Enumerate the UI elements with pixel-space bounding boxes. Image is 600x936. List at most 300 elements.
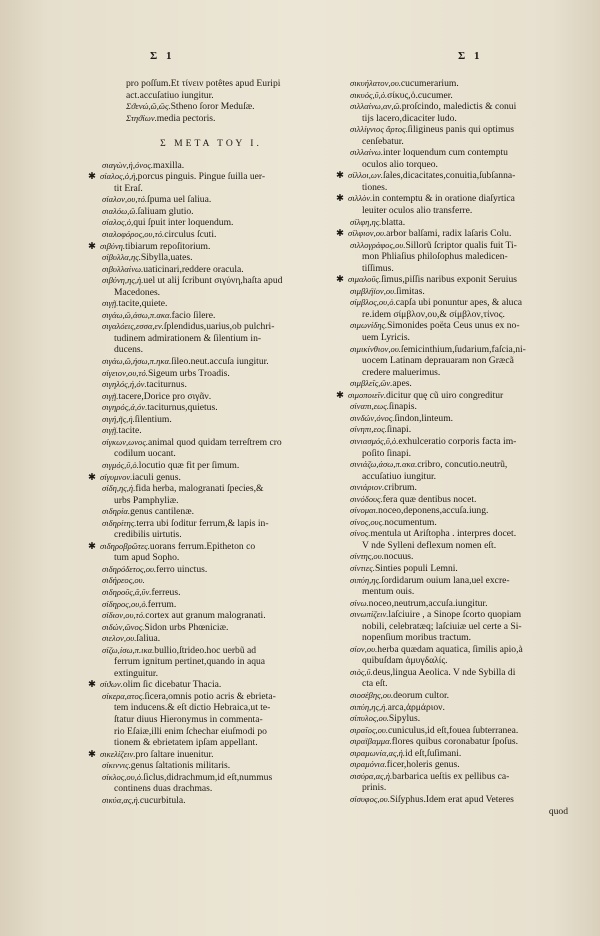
entry-line <box>102 425 320 437</box>
greek-headword: σιπύη,ης,ἡ. <box>350 701 388 712</box>
entry-line <box>102 160 320 172</box>
latin-gloss: arbor balſami, radix laſaris Colu. <box>386 228 512 240</box>
latin-gloss: ficer,holeris genus. <box>386 759 460 771</box>
greek-headword: σίκλος,ου,ὁ. <box>102 771 144 782</box>
entry-line <box>102 379 320 391</box>
entry-line <box>102 645 320 657</box>
greek-headword: σιγμός,ῦ,ὁ. <box>102 459 139 470</box>
entry-line <box>336 389 568 402</box>
greek-headword: σισύρα,ας,ἡ. <box>350 770 393 781</box>
greek-headword: σιραϊβαμμα. <box>350 736 392 747</box>
entry-line <box>350 182 568 194</box>
entry-line <box>350 540 568 552</box>
latin-gloss: nopenſium moribus tractum. <box>362 632 471 644</box>
latin-gloss: genus ſaltationis militaris. <box>130 760 231 772</box>
entry-line <box>102 575 320 587</box>
greek-headword: σιβύνη. <box>100 240 126 251</box>
entry-line <box>350 413 568 425</box>
latin-gloss: noceo,neutrum,accuſa.iungitur. <box>368 597 488 609</box>
entry-line <box>350 517 568 529</box>
greek-headword: σίνος. <box>350 528 371 539</box>
entry-line <box>350 320 568 332</box>
latin-gloss: facio ſilere. <box>171 309 216 321</box>
greek-headword: σιραῖος,ου. <box>350 724 388 735</box>
latin-gloss: pro ſaltare inuenitur. <box>135 748 214 760</box>
greek-headword: σινδών,όνος. <box>350 412 395 423</box>
entry-line <box>102 656 320 668</box>
entry-line <box>350 621 568 633</box>
latin-gloss: pro poſſum.Et τίνειν potêtes apud Euripi <box>126 78 281 89</box>
latin-gloss: prinis. <box>362 782 387 794</box>
entry-line <box>350 563 568 575</box>
entry-line <box>102 772 320 784</box>
entry-line <box>350 678 568 690</box>
entry-line <box>350 667 568 679</box>
greek-headword: σίναπι,εως. <box>350 401 389 412</box>
latin-gloss: porcus pinguis. Pingue ſuilla uer- <box>137 171 266 183</box>
latin-gloss: cucumerarium. <box>400 78 459 89</box>
entry-line <box>350 286 568 298</box>
entry-line <box>350 771 568 783</box>
latin-gloss: qui ſpuit inter loquendum. <box>133 217 234 229</box>
latin-gloss: tibiarum repoſitorium. <box>125 240 211 252</box>
latin-gloss: cenſebatur. <box>362 135 404 147</box>
entry-line <box>350 159 568 171</box>
latin-gloss: fera quæ dentibus nocet. <box>382 493 477 505</box>
latin-gloss: mentula ut Ariſtopha . interpres docet. <box>370 528 517 540</box>
latin-gloss: Sigeum urbs Troadis. <box>147 367 230 379</box>
entry-line <box>102 564 320 576</box>
entry-line <box>102 760 320 772</box>
greek-headword: σίνηπι,εος. <box>350 424 387 435</box>
entry-line <box>102 90 320 102</box>
greek-headword: σίδηρος,ου,ὁ. <box>102 598 148 609</box>
entry-line <box>350 90 568 102</box>
latin-gloss: fida herba, malogranati ſpecies,& <box>135 483 264 495</box>
greek-headword: σίϑων. <box>100 679 123 690</box>
greek-headword: σινόδους. <box>350 493 383 504</box>
latin-gloss: terra ubi ſoditur ferrum,& lapis in- <box>136 517 269 529</box>
entry-line <box>336 193 568 205</box>
asterisk-marker: ✱ <box>336 228 345 240</box>
entry-line <box>350 632 568 644</box>
entry-line <box>350 759 568 771</box>
entry-line <box>350 598 568 610</box>
entry-line <box>102 391 320 403</box>
entry-line <box>102 113 320 125</box>
entry-line <box>88 540 320 553</box>
entry-line <box>102 229 320 241</box>
latin-gloss: cortex aut granum malogranati. <box>145 610 266 622</box>
latin-gloss: uaticinari,reddere oracula. <box>143 263 244 275</box>
entry-line <box>102 252 320 264</box>
greek-headword: σινιάριον. <box>350 482 385 493</box>
entry-line <box>88 171 320 183</box>
latin-gloss: oculos alio torqueo. <box>362 158 438 170</box>
greek-headword: Στηϑίων. <box>126 112 157 123</box>
latin-gloss: Sillorũ ſcriptor qualis fuit Ti- <box>405 239 517 251</box>
asterisk-marker: ✱ <box>336 274 345 286</box>
entry-line <box>350 794 568 806</box>
greek-headword: σιλλαίνω,αν,ῶ. <box>350 101 402 112</box>
latin-gloss: σίκυς,ὁ.cucumer. <box>387 89 453 101</box>
latin-gloss: extinguitur. <box>114 667 158 679</box>
greek-headword: σιγηλός,ή,όν. <box>102 379 147 390</box>
greek-headword: σίκιννις. <box>102 760 131 771</box>
section-heading <box>102 124 320 160</box>
greek-headword: σιλλαίνω. <box>350 147 383 158</box>
latin-gloss: tacere,Dorice pro σιγᾶν. <box>118 390 212 402</box>
entry-line <box>350 113 568 125</box>
greek-headword: σιλλίγνιος ἄρτος. <box>350 124 408 135</box>
entry-line <box>350 505 568 517</box>
entry-line <box>102 783 320 795</box>
entry-line <box>350 205 568 217</box>
latin-gloss: ſilentium. <box>134 413 172 425</box>
entry-line <box>350 436 568 448</box>
left-column <box>88 78 320 806</box>
greek-headword: σιγῇ. <box>102 298 119 309</box>
entry-line <box>350 124 568 136</box>
asterisk-marker: ✱ <box>88 540 97 552</box>
greek-headword: σίδη,ης,ἡ. <box>102 483 136 494</box>
latin-gloss: herba quædam aquatica, ſimilis apio,à <box>377 643 523 655</box>
latin-gloss: nocuus. <box>383 551 414 563</box>
latin-gloss: ſplendidus,uarius,ob pulchri- <box>163 321 275 333</box>
entry-line <box>350 748 568 760</box>
latin-gloss: ſimitas. <box>396 285 425 297</box>
latin-gloss: uem Lyricis. <box>362 332 410 344</box>
greek-headword: σιαγὼν,ἡ,όνος. <box>102 159 154 170</box>
latin-gloss: exhulceratio corporis facta im- <box>398 435 517 447</box>
entry-line <box>350 586 568 598</box>
greek-headword: σίμβλος,ου,ὁ. <box>350 297 396 308</box>
latin-gloss: capſa ubi ponuntur apes, & aluca <box>395 297 522 309</box>
entry-line <box>102 264 320 276</box>
entry-line <box>102 587 320 599</box>
latin-gloss: nocumentum. <box>384 516 437 528</box>
greek-headword: σιδηρία. <box>102 506 131 517</box>
latin-gloss: Simonides poëta Ceus unus ex no- <box>387 320 520 332</box>
entry-line <box>350 251 568 263</box>
greek-headword: σίνος,ους. <box>350 516 385 527</box>
entry-line <box>102 633 320 645</box>
entry-line <box>102 610 320 622</box>
entry-line <box>102 726 320 738</box>
latin-gloss: circulus ſcuti. <box>164 229 217 241</box>
latin-gloss: Siſyphus.Idem erat apud Veteres <box>389 793 514 805</box>
greek-headword: σίλλοι,ων. <box>348 170 383 181</box>
latin-gloss: accuſatiuo iungitur. <box>362 470 437 482</box>
entry-line <box>350 575 568 587</box>
latin-gloss: in contemptu & in oratione diaſyrtica <box>372 193 515 205</box>
greek-headword: σιλλὸν. <box>348 193 373 204</box>
entry-line <box>102 668 320 680</box>
latin-gloss: Macedones. <box>114 286 161 298</box>
latin-gloss: deus,lingua Aeolica. V nde Sybilla di <box>372 666 516 678</box>
entry-line <box>102 402 320 414</box>
latin-gloss: ferrum. <box>147 598 177 610</box>
greek-headword: σιοσέβης,ου. <box>350 689 394 700</box>
latin-gloss: codilum uocant. <box>114 448 176 460</box>
greek-headword: σικυός,ῦ,ὁ. <box>350 89 388 100</box>
latin-gloss: Sipylus. <box>388 713 421 725</box>
greek-headword: σιμβλήϊον,ου. <box>350 285 397 296</box>
latin-gloss: nobili, celebratæq; laſciuiæ uel certe a Si- <box>362 620 522 632</box>
entry-line <box>350 332 568 344</box>
latin-gloss: deorum cultor. <box>393 689 450 701</box>
entry-line <box>350 78 568 90</box>
greek-headword: σιδηρόδετος,ου. <box>102 563 157 574</box>
greek-headword: σίγειον,ου,τό. <box>102 367 148 378</box>
latin-gloss: act.accuſatiuo iungitur. <box>126 89 214 101</box>
latin-gloss: taciturnus. <box>146 379 187 391</box>
greek-headword: σιγή,ῆς,ἡ. <box>102 413 135 424</box>
entry-line <box>102 702 320 714</box>
asterisk-marker: ✱ <box>336 193 345 205</box>
entry-line <box>88 748 320 761</box>
right-column <box>336 78 568 817</box>
entry-line <box>102 737 320 749</box>
latin-gloss: re.idem σίμβλον,ου,& σίμβλον,τίνος. <box>362 308 505 320</box>
latin-gloss: urbs Pamphyliæ. <box>114 494 179 506</box>
greek-headword: σιμικίνθιον,ου. <box>350 343 401 354</box>
latin-gloss: inter loquendum cum contemptu <box>383 147 508 159</box>
latin-gloss: Sibylla,uates. <box>140 252 193 264</box>
greek-headword: σίνομαι. <box>350 505 379 516</box>
entry-line <box>102 310 320 322</box>
entry-line <box>102 483 320 495</box>
entry-line <box>350 482 568 494</box>
latin-gloss: credibilis uirtutis. <box>114 529 182 541</box>
greek-headword: σίντης,ου. <box>350 551 384 562</box>
latin-gloss: ſinapi. <box>386 424 412 436</box>
signature-mark-right: Σ 1 <box>458 50 483 62</box>
entry-line <box>350 136 568 148</box>
entry-line <box>102 333 320 345</box>
latin-gloss: ſimus,piſſis naribus exponit Seruius <box>381 274 517 286</box>
latin-gloss: ſindon,linteum. <box>394 412 454 424</box>
greek-headword: σιγαλόεις,εσσα,εν. <box>102 321 164 332</box>
latin-gloss: ſordidarum ouium lana,uel excre- <box>381 574 510 586</box>
greek-headword: σίγκων,ωνος. <box>102 436 148 447</box>
latin-gloss: mon Phliaſius philoſophus maledicen- <box>362 251 508 263</box>
entry-line <box>102 506 320 518</box>
latin-gloss: uocem Latinam deprauaram non Græcã <box>362 355 514 367</box>
latin-gloss: flores quibus coronabatur ſpoſus. <box>391 736 519 748</box>
greek-headword: σιδήρεος,ου. <box>102 575 145 586</box>
entry-line <box>336 274 568 286</box>
latin-gloss: barbarica ueſtis ex pellibus ca- <box>392 770 510 782</box>
greek-headword: σινωπίζειν. <box>350 609 389 620</box>
asterisk-marker: ✱ <box>88 471 97 483</box>
latin-gloss: ſiclus,didrachmum,id eſt,nummus <box>143 771 273 783</box>
entry-line <box>350 459 568 471</box>
latin-gloss: cuniculus,id eſt,fouea ſubterranea. <box>387 724 519 736</box>
latin-gloss: cta eſt. <box>362 678 388 690</box>
greek-headword: σίκερα,ατος. <box>102 690 145 701</box>
greek-headword: σίβυλλα,ης. <box>102 252 141 263</box>
latin-gloss: tudinem admirationem & ſilentium in- <box>114 332 262 344</box>
greek-headword: σιπύη,ης. <box>350 574 382 585</box>
greek-headword: σιδών,ῶνος. <box>102 621 145 632</box>
latin-gloss: ſales,dicacitates,conuitia,ſubſanna- <box>382 170 516 182</box>
entry-line <box>102 518 320 530</box>
latin-gloss: ſtatur diuus Hieronymus in commenta- <box>114 713 263 725</box>
greek-headword: σιελον,ου. <box>102 633 137 644</box>
entry-line <box>350 355 568 367</box>
entry-line <box>102 448 320 460</box>
greek-headword: σιβυλλαίνω. <box>102 263 144 274</box>
latin-gloss: ferrum ignitum pertinet,quando in aqua <box>114 656 266 668</box>
entry-line <box>102 275 320 287</box>
latin-gloss: rio Eſaiæ,illi enim ſchechar eiuſmodi po <box>114 725 267 737</box>
entry-line <box>102 217 320 229</box>
latin-gloss: ſaliua. <box>136 633 161 645</box>
entry-line <box>102 194 320 206</box>
latin-gloss: Σ ΜΕΤΑ ΤΟΥ Ι. <box>160 138 262 150</box>
greek-headword: σίδιον,ου,τό. <box>102 610 146 621</box>
latin-gloss: Sidon urbs Phœniciæ. <box>144 621 229 633</box>
entry-line <box>336 228 568 240</box>
entry-line <box>350 551 568 563</box>
greek-headword: σιγάω,ῶ,άσω,π.ακα. <box>102 309 172 320</box>
greek-headword: σίαλος,ὁ,ἡ, <box>100 171 138 182</box>
latin-gloss: olim ſic dicebatur Thacia. <box>122 679 222 691</box>
greek-headword: σίντιες. <box>350 562 375 573</box>
asterisk-marker: ✱ <box>88 171 97 183</box>
greek-headword: σιμοποιεῖν. <box>348 389 386 400</box>
catchword: quod <box>548 805 568 817</box>
greek-headword: σιγῇ. <box>102 425 119 436</box>
latin-gloss: tijs lacero,dicaciter ludo. <box>362 112 457 124</box>
latin-gloss: ferro uinctus. <box>156 563 208 575</box>
entry-line <box>102 298 320 310</box>
greek-headword: σίγυμνον. <box>100 471 133 482</box>
entry-line <box>102 287 320 299</box>
latin-gloss: blatta. <box>381 216 406 228</box>
latin-gloss: credere maluerimus. <box>362 366 441 378</box>
greek-headword: σιβύνη,ης,ἡ. <box>102 275 144 286</box>
entry-line <box>102 321 320 333</box>
latin-gloss: animal quod quidam terreſtrem cro <box>147 436 282 448</box>
latin-gloss: ſicera,omnis potio acris & ebrieta- <box>144 690 276 702</box>
latin-gloss: mentum ouis. <box>362 586 415 598</box>
latin-gloss: cucurbitula. <box>139 794 186 806</box>
greek-headword: σιραμωνία,ας,ἡ. <box>350 747 406 758</box>
entry-line <box>336 170 568 182</box>
latin-gloss: ſiligineus panis qui optimus <box>407 124 514 136</box>
greek-headword: σιαλόω,ῶ. <box>102 205 138 216</box>
latin-gloss: uel ut alij ſcribunt σιγύνη,haſta apud <box>143 275 283 287</box>
entry-line <box>350 494 568 506</box>
entry-line <box>102 344 320 356</box>
greek-headword: σιαλοφόρος,ου,τό. <box>102 229 165 240</box>
latin-gloss: tionem & ebrietatem ipſam appellant. <box>114 737 258 749</box>
latin-gloss: apes. <box>392 378 412 390</box>
latin-gloss: noceo,deponens,accuſa.iung. <box>378 505 489 517</box>
entry-line <box>350 702 568 714</box>
entry-line <box>102 437 320 449</box>
greek-headword: σίλφιον,ου. <box>348 228 387 239</box>
latin-gloss: ſpuma uel ſaliua. <box>147 194 212 206</box>
latin-gloss: tacite. <box>118 425 142 437</box>
latin-gloss: Stheno ſoror Meduſæ. <box>170 101 255 113</box>
entry-line <box>102 691 320 703</box>
latin-gloss: ſileo.neut.accuſa iungitur. <box>171 356 269 368</box>
entry-line <box>350 782 568 794</box>
latin-gloss: tacite,quiete. <box>118 298 168 310</box>
greek-headword: σιδηροῦς,ᾶ,ῦν. <box>102 586 152 597</box>
latin-gloss: ducens. <box>114 344 144 356</box>
entry-line <box>102 101 320 113</box>
entry-line <box>102 414 320 426</box>
greek-headword: σίσυφος,ου. <box>350 793 390 804</box>
greek-headword: σίπυλος,ου. <box>350 713 389 724</box>
latin-gloss: continens duas drachmas. <box>114 783 213 795</box>
latin-gloss: laſciuire , a Sinope ſcorto quopiam <box>388 609 522 621</box>
entry-line <box>102 460 320 472</box>
greek-headword: σίον,ου. <box>350 643 378 654</box>
greek-headword: σικελίζειν. <box>100 748 136 759</box>
entry-line <box>88 679 320 691</box>
entry-line <box>102 795 320 807</box>
latin-gloss: ſaliuam glutio. <box>137 205 194 217</box>
latin-gloss: poſito ſinapi. <box>362 447 412 459</box>
entry-line <box>350 713 568 725</box>
greek-headword: Σϑενώ,ῶ,ῶς. <box>126 101 171 112</box>
entry-line <box>350 736 568 748</box>
entry-line <box>350 147 568 159</box>
greek-headword: σιμωνίδης. <box>350 320 388 331</box>
entry-line <box>350 240 568 252</box>
greek-headword: σιδηρίτης. <box>102 517 137 528</box>
latin-gloss: ſinapis. <box>388 401 417 413</box>
asterisk-marker: ✱ <box>88 240 97 252</box>
signature-mark-left: Σ 1 <box>150 50 175 62</box>
entry-line <box>350 655 568 667</box>
entry-line <box>102 495 320 507</box>
latin-gloss: id eſt,ſuſimani. <box>405 747 462 759</box>
latin-gloss: tem inducens.& eſt dictio Hebraica,ut te- <box>114 702 271 714</box>
latin-gloss: media pectoris. <box>156 112 216 124</box>
entry-line <box>350 609 568 621</box>
latin-gloss: dicitur quę cũ uiro congreditur <box>385 389 504 401</box>
latin-gloss: maxilla. <box>153 159 185 171</box>
latin-gloss: cribro, concutio.neutrũ, <box>417 459 508 471</box>
entry-line <box>88 471 320 484</box>
latin-gloss: tiſſimus. <box>362 262 394 274</box>
greek-headword: σιδηροβρῶτες. <box>100 540 150 551</box>
entry-line <box>350 725 568 737</box>
entry-line <box>102 599 320 611</box>
entry-line <box>102 356 320 368</box>
latin-gloss: taciturnus,quietus. <box>147 402 218 414</box>
entry-line <box>350 690 568 702</box>
latin-gloss: uorans ferrum.Epitheton co <box>149 540 256 552</box>
entry-line <box>102 714 320 726</box>
latin-gloss: tum apud Sopho. <box>114 552 180 564</box>
greek-headword: σικυήλατον,ου. <box>350 78 401 88</box>
entry-line <box>350 101 568 113</box>
greek-headword: σιμβλεῖς,ῶν. <box>350 378 393 389</box>
latin-gloss: V nde Sylleni deflexum nomen eſt. <box>362 539 497 551</box>
asterisk-marker: ✱ <box>88 679 97 691</box>
entry-line <box>102 529 320 541</box>
entry-line <box>102 206 320 218</box>
entry-line <box>102 622 320 634</box>
latin-gloss: tit Eraſ. <box>114 182 143 194</box>
